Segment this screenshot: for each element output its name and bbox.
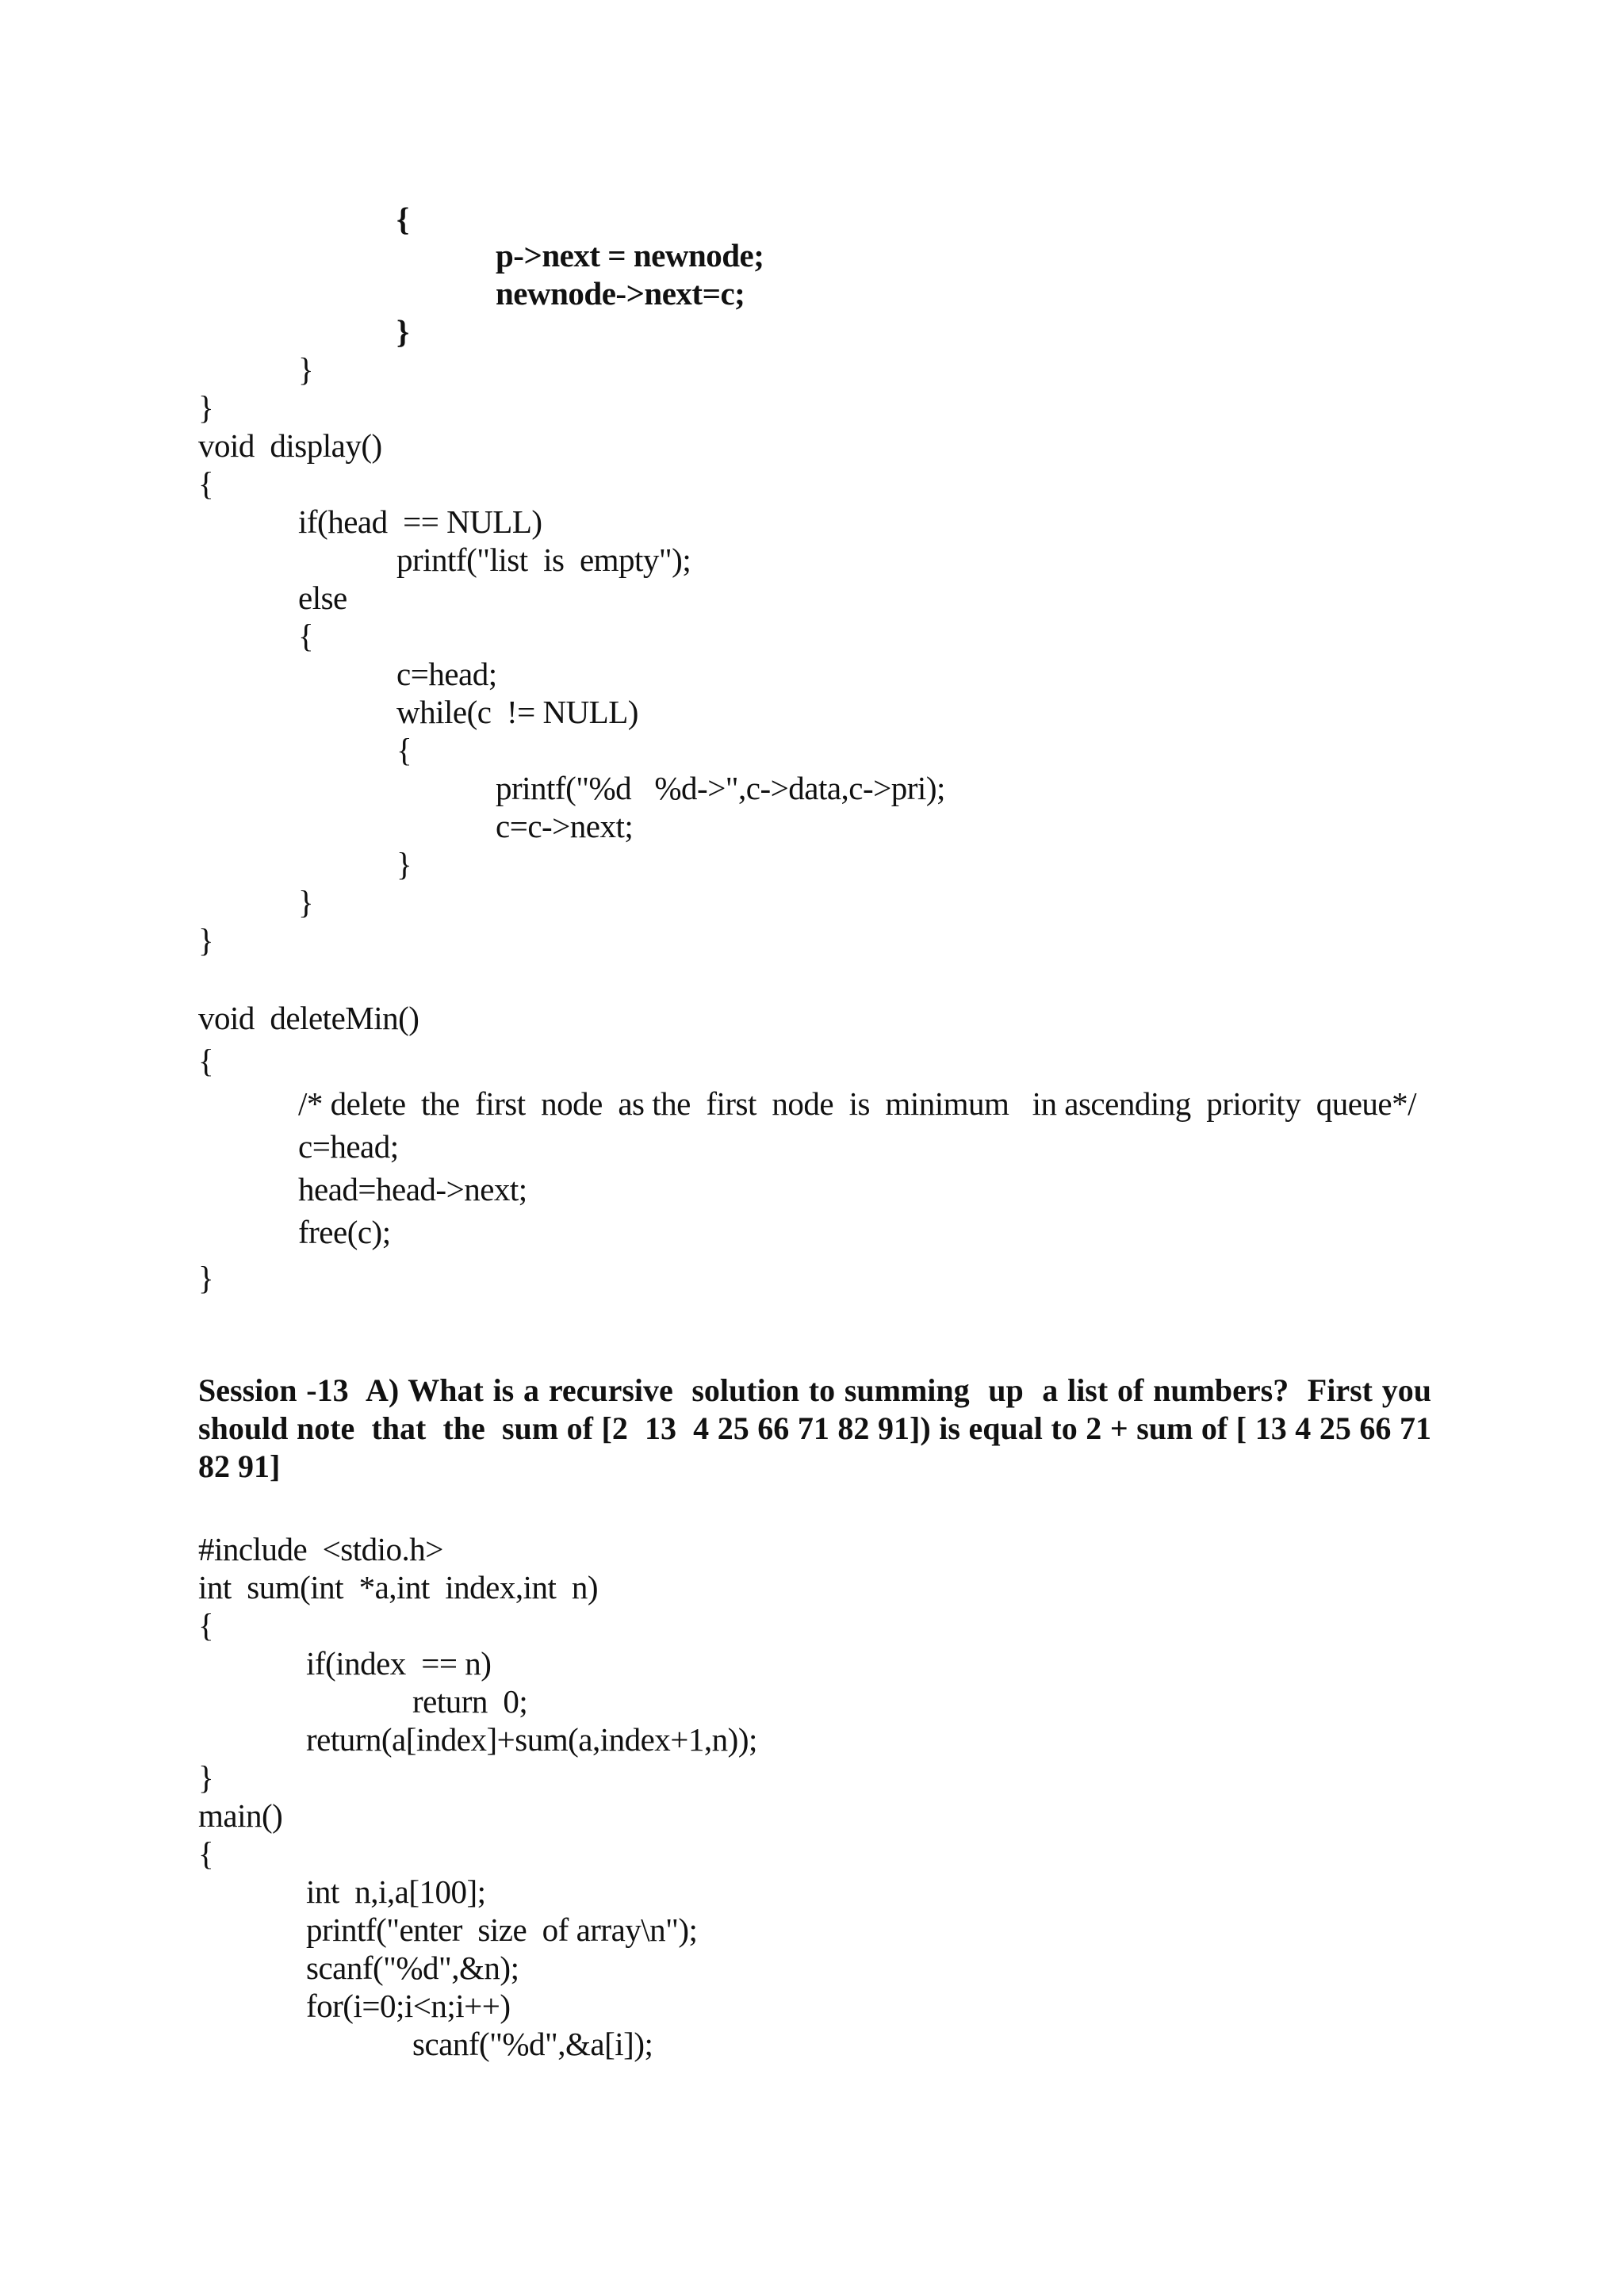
code-line: c=head; [298, 1128, 399, 1165]
code-line: c=head; [396, 656, 497, 692]
code-line: free(c); [298, 1214, 391, 1250]
code-line: int n,i,a[100]; [306, 1873, 486, 1910]
code-line: main() [198, 1797, 283, 1834]
code-line: while(c != NULL) [396, 694, 638, 730]
code-line: printf("enter size of array\n"); [306, 1911, 698, 1948]
code-line: { [298, 618, 314, 654]
code-line: { [198, 465, 214, 502]
code-line: } [298, 884, 314, 920]
code-line: return 0; [412, 1683, 528, 1720]
code-line: { [396, 732, 412, 768]
code-line: } [198, 389, 214, 426]
code-line: scanf("%d",&a[i]); [412, 2026, 653, 2062]
heading-line: Session -13 A) What is a recursive solution to summing up a list of numbers? First you [198, 1372, 1431, 1408]
code-line: { [396, 201, 409, 237]
code-line: p->next = newnode; [496, 237, 764, 274]
code-line: } [396, 313, 409, 350]
code-line: int sum(int *a,int index,int n) [198, 1569, 599, 1605]
code-line: { [198, 1607, 214, 1644]
heading-line: should note that the sum of [2 13 4 25 66 71 82 91]) is equal to 2 + sum of [ 13 4 25 66 71 [198, 1410, 1431, 1446]
code-line: /* delete the first node as the first node is minimum in ascending priority queue*/ [298, 1085, 1416, 1122]
code-line: head=head->next; [298, 1171, 527, 1207]
code-line: if(head == NULL) [298, 503, 542, 540]
code-line: } [198, 1260, 214, 1296]
session-heading [198, 1372, 1431, 1486]
code-line: } [198, 922, 214, 959]
code-line: scanf("%d",&n); [306, 1950, 519, 1986]
code-line: if(index == n) [306, 1645, 492, 1682]
code-line: void deleteMin() [198, 1000, 419, 1036]
code-line: return(a[index]+sum(a,index+1,n)); [306, 1721, 757, 1758]
code-line: #include <stdio.h> [198, 1531, 443, 1567]
code-line: printf("list is empty"); [396, 541, 691, 578]
code-line: newnode->next=c; [496, 275, 745, 312]
code-line: else [298, 580, 347, 616]
code-line: c=c->next; [496, 808, 634, 844]
code-line: } [298, 351, 314, 388]
code-line: } [396, 846, 412, 882]
code-line: { [198, 1835, 214, 1872]
heading-line: 82 91] [198, 1448, 281, 1484]
code-line: { [198, 1043, 214, 1079]
code-line: } [198, 1759, 214, 1796]
code-line: void display() [198, 427, 382, 464]
code-line: printf("%d %d->",c->data,c->pri); [496, 770, 945, 806]
code-line: for(i=0;i<n;i++) [306, 1988, 511, 2024]
